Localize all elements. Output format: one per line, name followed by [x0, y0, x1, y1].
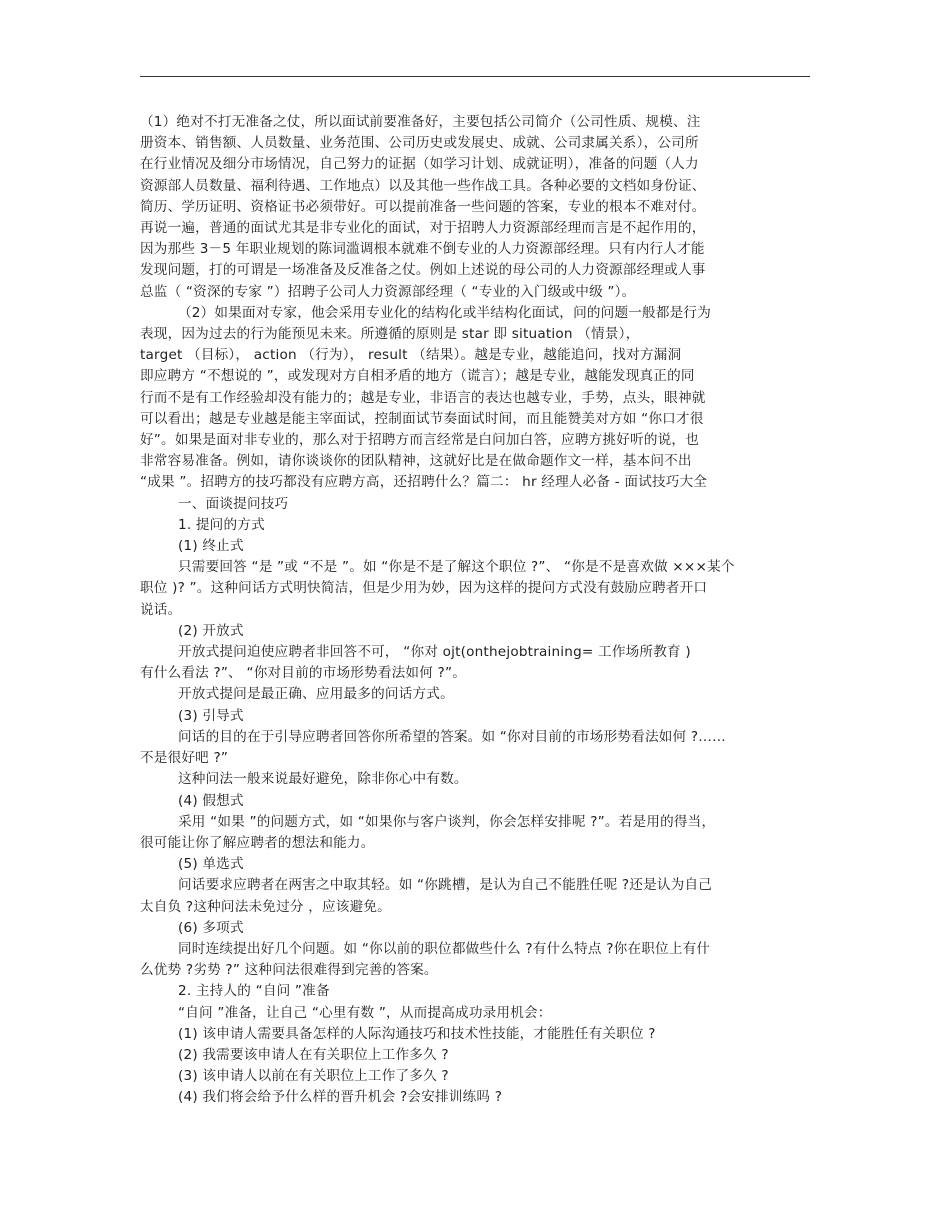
text-line: 开放式提问迫使应聘者非回答不可， “你对 ojt(onthejobtraining= 工作场所教育 )	[178, 644, 691, 661]
text-line: 再说一遍，普通的面试尤其是非专业化的面试，对于招聘人力资源部经理而言是不起作用的，	[140, 220, 706, 237]
text-line: 行而不是有工作经验却没有能力的；越是专业，非语言的表达也越专业，手势，点头，眼神就	[140, 389, 706, 406]
text-line: 这种问法一般来说最好避免，除非你心中有数。	[178, 771, 468, 788]
text-line: (5) 单选式	[178, 856, 244, 873]
text-line: (3) 引导式	[178, 707, 244, 724]
text-line: (3) 该申请人以前在有关职位上工作了多久 ?	[178, 1068, 449, 1085]
text-line: 有什么看法 ?”、 “你对目前的市场形势看法如何 ?”。	[140, 665, 466, 682]
text-line: (1) 该申请人需要具备怎样的人际沟通技巧和技术性技能，才能胜任有关职位 ?	[178, 1025, 656, 1042]
text-line: (4) 我们将会给予什么样的晋升机会 ?会安排训练吗 ?	[178, 1089, 503, 1106]
text-line: 一、面谈提问技巧	[178, 495, 289, 512]
text-line: 说话。	[140, 601, 182, 618]
header-rule	[140, 76, 810, 77]
text-line: 2. 主持人的 “自问 ”准备	[178, 983, 330, 1000]
text-line: 册资本、销售额、人员数量、业务范围、公司历史或发展史、成就、公司隶属关系），公司所	[140, 135, 699, 152]
text-line: 只需要回答 “是 ”或 “不是 ”。如 “你是不是了解这个职位 ?”、 “你是不是喜欢做 ×××某个	[178, 559, 735, 576]
text-line: 总监（ “资深的专家 ”）招聘子公司人力资源部经理（ “专业的入门级或中级 ”）。	[140, 283, 636, 300]
text-line: 不是很好吧 ?”	[140, 750, 229, 767]
text-line: 很可能让你了解应聘者的想法和能力。	[140, 834, 375, 851]
text-line: “自问 ”准备，让自己 “心里有数 ”，从而提高成功录用机会：	[178, 1004, 552, 1021]
text-line: (6) 多项式	[178, 919, 244, 936]
text-line: 么优势 ?劣势 ?” 这种问法很难得到完善的答案。	[140, 962, 438, 979]
text-line: 在行业情况及细分市场情况，自己努力的证据（如学习计划、成就证明），准备的问题（人力	[140, 156, 699, 173]
text-line: 太自负 ?这种问法未免过分 ，应该避免。	[140, 898, 391, 915]
text-line: 职位 )? ”。这种问话方式明快简洁，但是少用为妙，因为这样的提问方式没有鼓励应聘者开口	[140, 580, 708, 597]
text-line: 表现，因为过去的行为能预见未来。所遵循的原则是 star 即 situation （情景），	[140, 326, 640, 343]
text-line: 1. 提问的方式	[178, 516, 265, 533]
text-line: 发现问题，打的可谓是一场准备及反准备之仗。例如上述说的母公司的人力资源部经理或人事	[140, 262, 706, 279]
text-line: 可以看出；越是专业越是能主宰面试，控制面试节奏面试时间，而且能赞美对方如 “你口才很	[140, 410, 704, 427]
text-line: 开放式提问是最正确、应用最多的问话方式。	[178, 686, 454, 703]
text-line: 简历、学历证明、资格证书必须带好。可以提前准备一些问题的答案，专业的根本不难对付。	[140, 198, 706, 215]
text-line: 问话的目的在于引导应聘者回答你所希望的答案。如 “你对目前的市场形势看法如何 ?……	[178, 728, 726, 745]
text-line: 资源部人员数量、福利待遇、工作地点）以及其他一些作战工具。各种必要的文档如身份证、	[140, 177, 706, 194]
text-line: 因为那些 3－5 年职业规划的陈词滥调根本就难不倒专业的人力资源部经理。只有内行人才能	[140, 241, 705, 258]
text-line: 好”。如果是面对非专业的，那么对于招聘方而言经常是白问加白答，应聘方挑好听的说，也	[140, 432, 699, 449]
text-line: (2) 开放式	[178, 622, 244, 639]
text-line: 非常容易准备。例如，请你谈谈你的团队精神，这就好比是在做命题作文一样，基本问不出	[140, 453, 692, 470]
text-line: 即应聘方 “不想说的 ”，或发现对方自相矛盾的地方（谎言）；越是专业，越能发现真正的同	[140, 368, 695, 385]
text-line: (2) 我需要该申请人在有关职位上工作多久 ?	[178, 1046, 449, 1063]
text-line: 采用 “如果 ”的问题方式，如 “如果你与客户谈判，你会怎样安排呢 ?”。若是用的得当，	[178, 813, 716, 830]
text-line: 问话要求应聘者在两害之中取其轻。如 “你跳槽，是认为自己不能胜任呢 ?还是认为自己	[178, 877, 713, 894]
text-line: target （目标）， action （行为）， result （结果）。越是专业，越能追问，找对方漏洞	[140, 347, 682, 364]
text-line: (1) 终止式	[178, 538, 244, 555]
text-line: （1）绝对不打无准备之仗，所以面试前要准备好，主要包括公司简介（公司性质、规模、注	[140, 114, 701, 130]
text-line: “成果 ”。招聘方的技巧都没有应聘方高，还招聘什么？篇二： hr 经理人必备 - 面试技巧大全	[140, 474, 708, 491]
text-line: （2）如果面对专家，他会采用专业化的结构化或半结构化面试，问的问题一般都是行为	[178, 304, 712, 321]
text-line: (4) 假想式	[178, 792, 244, 809]
text-line: 同时连续提出好几个问题。如 “你以前的职位都做些什么 ?有什么特点 ?你在职位上有什	[178, 940, 711, 957]
document-body	[140, 112, 820, 1109]
